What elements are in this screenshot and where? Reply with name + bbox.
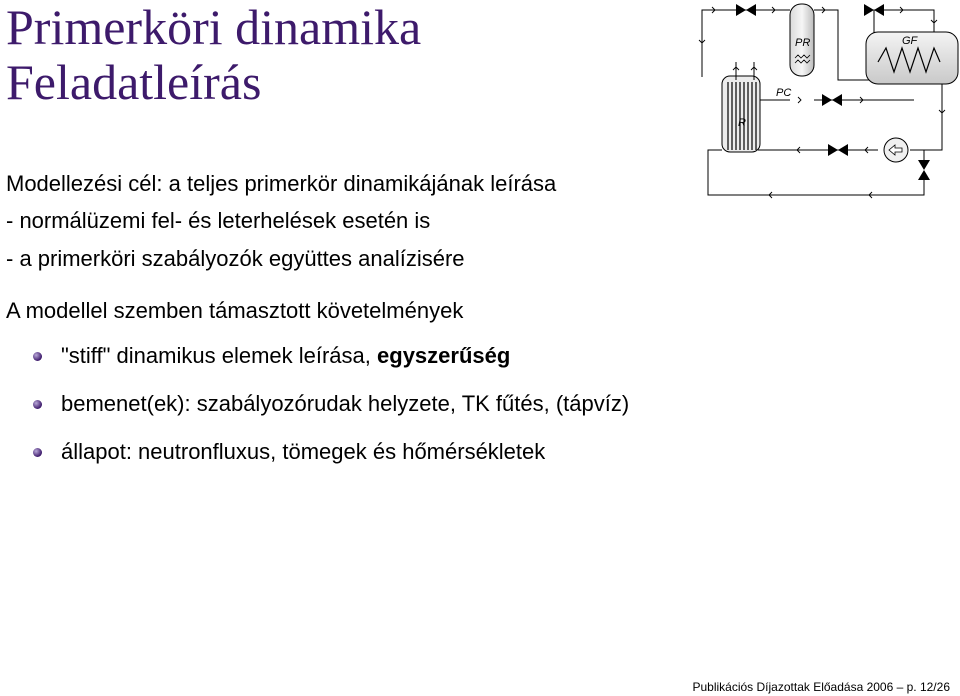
goal-item-2: - a primerköri szabályozók együttes analízisére bbox=[6, 246, 465, 271]
bullet-icon bbox=[33, 448, 42, 457]
primary-circuit-diagram bbox=[698, 0, 960, 200]
bullet-text: "stiff" dinamikus elemek leírása, bbox=[61, 343, 378, 368]
list-item bbox=[33, 439, 629, 465]
goal-heading: Modellezési cél: a teljes primerkör dinamikájának leírása bbox=[6, 171, 557, 196]
bullet-text: állapot: neutronfluxus, tömegek és hőmérsékletek bbox=[61, 439, 546, 464]
goal-item-1: - normálüzemi fel- és leterhelések esetén is bbox=[6, 208, 431, 233]
slide-footer: Publikációs Díjazottak Előadása 2006 – p. 12/26 bbox=[692, 680, 950, 694]
reactor-vessel bbox=[722, 62, 760, 152]
bullet-emphasis: egyszerűség bbox=[377, 343, 511, 368]
pressurizer-label: PR bbox=[795, 37, 811, 49]
pressure-controller-label: PC bbox=[776, 87, 792, 99]
requirements-heading: A modellel szemben támasztott követelmények bbox=[6, 298, 464, 323]
bullet-icon bbox=[33, 400, 42, 409]
reactor-label: R bbox=[738, 117, 746, 129]
bullet-text: bemenet(ek): szabályozórudak helyzete, TK fűtés, (tápvíz) bbox=[61, 391, 630, 416]
list-item bbox=[33, 391, 629, 417]
title-line-1: Primerköri dinamika bbox=[6, 0, 422, 55]
list-item bbox=[33, 343, 629, 369]
steam-generator-label: GF bbox=[902, 35, 918, 47]
slide-title bbox=[6, 0, 421, 110]
title-line-2: Feladatleírás bbox=[6, 54, 262, 110]
bullet-icon bbox=[33, 352, 42, 361]
requirements-list bbox=[33, 343, 629, 487]
